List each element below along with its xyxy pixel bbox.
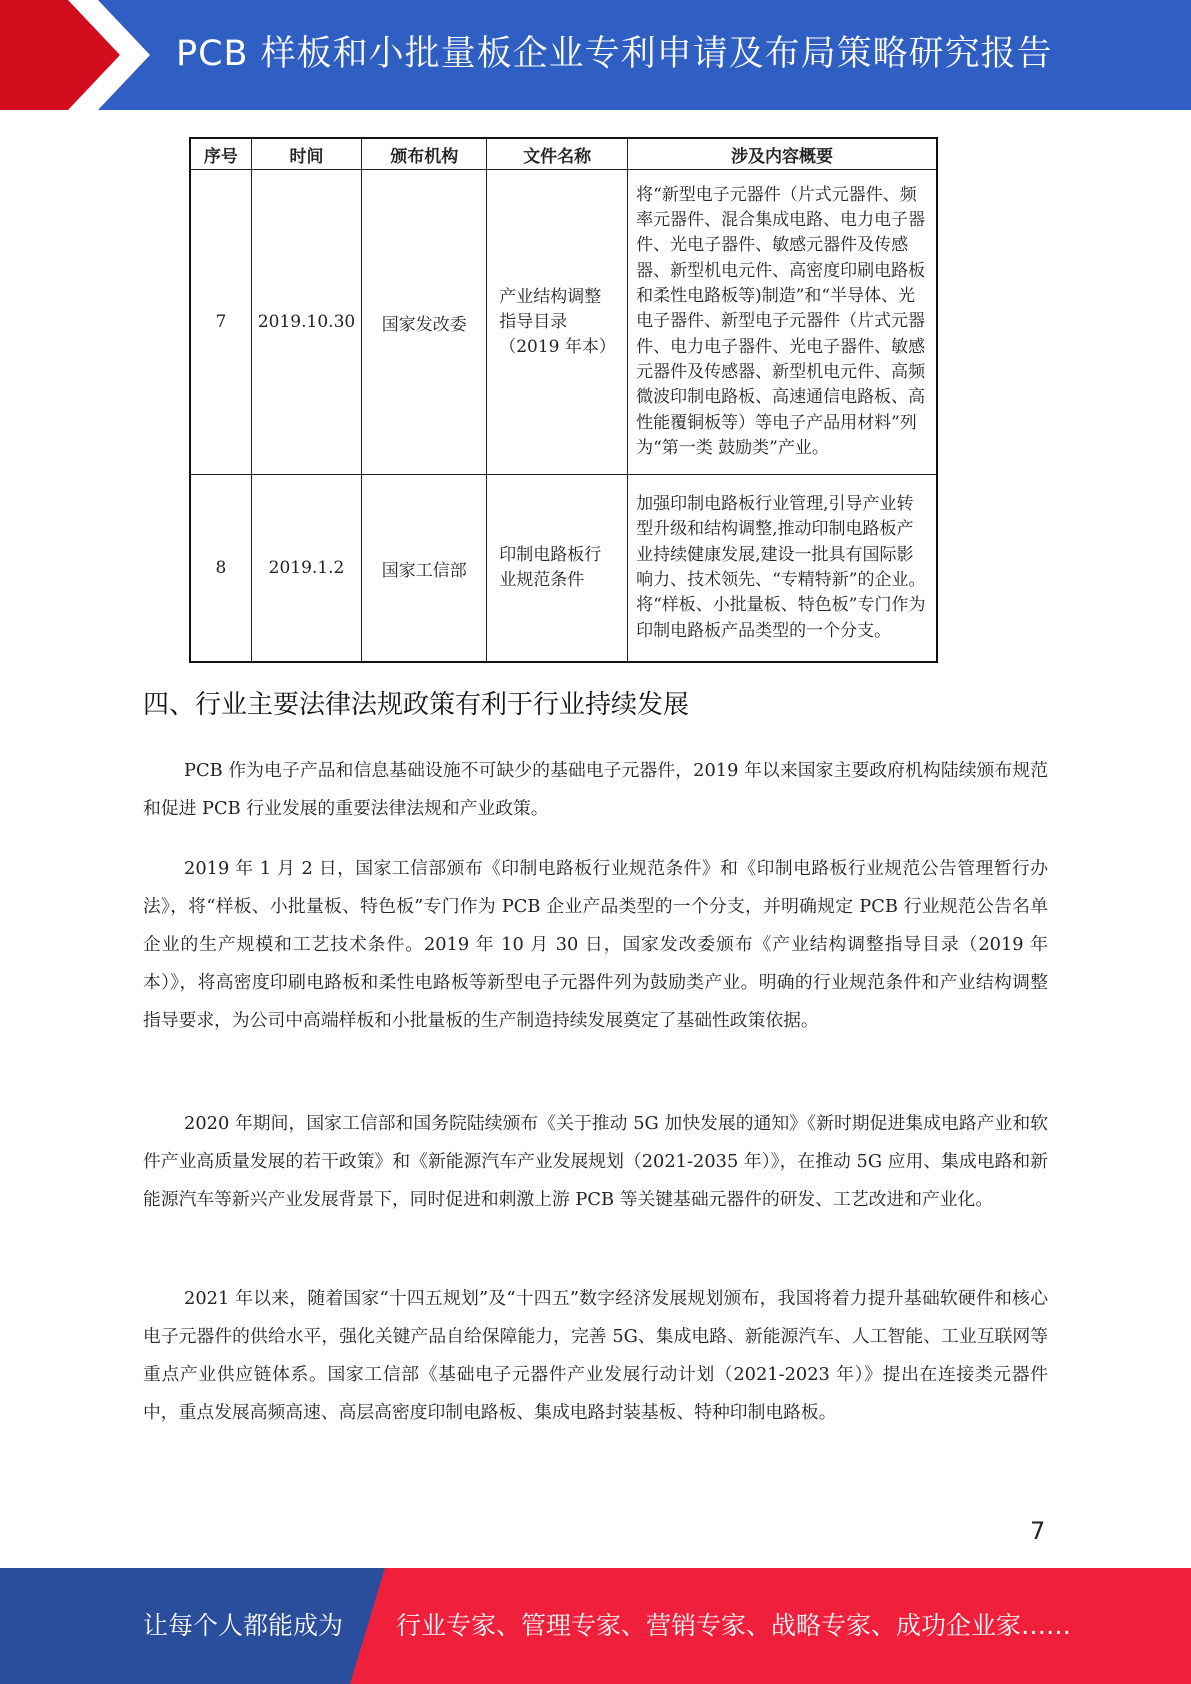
cell-date: 2019.10.30 [251, 170, 361, 475]
cell-doc: 印制电路板行业规范条件 [487, 475, 628, 663]
cell-summary: 加强印制电路板行业管理,引导产业转型升级和结构调整,推动印制电路板产业持续健康发展,建设一批具有国际影响力、技术领先、“专精特新”的企业。将“样板、小批量板、特色板”专门作为印制电路板产品类型的一个分支。 [628, 475, 937, 663]
table-row [190, 475, 937, 663]
body-paragraph: 2020 年期间，国家工信部和国务院陆续颁布《关于推动 5G 加快发展的通知》《新时期促进集成电路产业和软件产业高质量发展的若干政策》和《新能源汽车产业发展规划（2021-2035 年）》，在推动 5G 应用、集成电路和新能源汽车等新兴产业发展背景下，同时促进和刺激上游 PCB 等关键基础元器件的研发、工艺改进和产业化。 [143, 1113, 1048, 1210]
body-paragraph: PCB 作为电子产品和信息基础设施不可缺少的基础电子元器件，2019 年以来国家主要政府机构陆续颁布规范和促进 PCB 行业发展的重要法律法规和产业政策。 [143, 760, 1048, 819]
table-header-row [190, 138, 937, 170]
cell-date: 2019.1.2 [251, 475, 361, 663]
page-footer [0, 1568, 1191, 1684]
cell-agency: 国家发改委 [362, 170, 487, 475]
policy-table [189, 137, 938, 663]
header-no: 序号 [190, 138, 251, 170]
report-title: PCB 样板和小批量板企业专利申请及布局策略研究报告 [176, 34, 1053, 74]
header-red-arrow-decoration [0, 0, 150, 110]
header-summary: 涉及内容概要 [628, 138, 937, 170]
cell-doc: 产业结构调整指导目录（2019 年本） [487, 170, 628, 475]
header-date: 时间 [251, 138, 361, 170]
body-paragraph: 2019 年 1 月 2 日，国家工信部颁布《印制电路板行业规范条件》和《印制电路板行业规范公告管理暂行办法》，将“样板、小批量板、特色板”专门作为 PCB 企业产品类型的一个分支，并明确规定 PCB 行业规范公告名单企业的生产规模和工艺技术条件。2019 年 10 月 30 日，国家发改委颁布《产业结构调整指导目录（2019 年本）》，将高密度印刷电路板和柔性电路板等新型电子元器件列为鼓励类产业。明确的行业规范条件和产业结构调整指导要求，为公司中高端样板和小批量板的生产制造持续发展奠定了基础性政策依据。 [143, 858, 1048, 1031]
cell-agency: 国家工信部 [362, 475, 487, 663]
footer-slogan-left: 让每个人都能成为 [143, 1611, 344, 1640]
cell-summary: 将“新型电子元器件（片式元器件、频率元器件、混合集成电路、电力电子器件、光电子器件、敏感元器件及传感器、新型机电元件、高密度印刷电路板和柔性电路板等)制造”和“半导体、光电子器件、新型电子元器件（片式元器件、电力电子器件、光电子器件、敏感元器件及传感器、新型机电元件、高频微波印制电路板、高速通信电路板、高性能覆铜板等）等电子产品用材料”列为“第一类 鼓励类”产业。 [628, 170, 937, 475]
table-row [190, 170, 937, 475]
section-heading: 四、行业主要法律法规政策有利于行业持续发展 [143, 690, 690, 720]
cell-no: 8 [190, 475, 251, 663]
page-header [0, 0, 1191, 110]
footer-slogan-right: 行业专家、管理专家、营销专家、战略专家、成功企业家…… [396, 1611, 1072, 1640]
header-doc: 文件名称 [487, 138, 628, 170]
page-number: 7 [1030, 1517, 1046, 1545]
cell-no: 7 [190, 170, 251, 475]
header-agency: 颁布机构 [362, 138, 487, 170]
body-paragraph: 2021 年以来，随着国家“十四五规划”及“十四五”数字经济发展规划颁布，我国将着力提升基础软硬件和核心电子元器件的供给水平，强化关键产品自给保障能力，完善 5G、集成电路、新能源汽车、人工智能、工业互联网等重点产业供应链体系。国家工信部《基础电子元器件产业发展行动计划（2021-2023 年）》提出在连接类元器件中，重点发展高频高速、高层高密度印制电路板、集成电路封装基板、特种印制电路板。 [143, 1288, 1048, 1423]
